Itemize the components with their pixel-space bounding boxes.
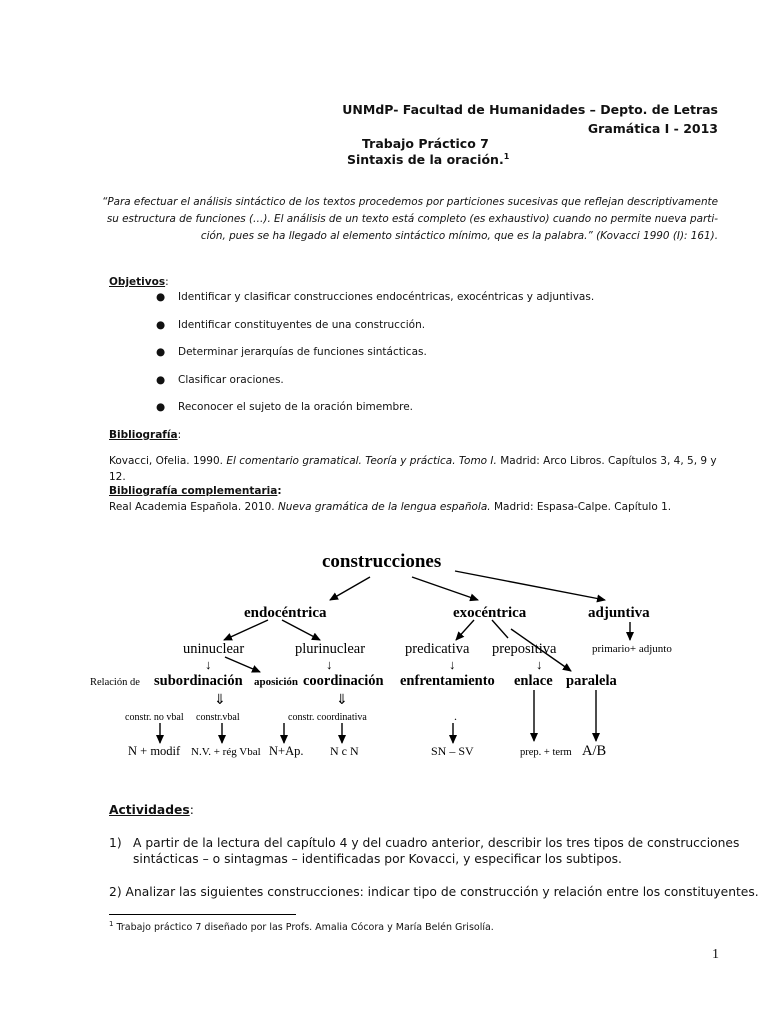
formula-a-b: A/B (582, 743, 607, 759)
tp-subtitle (347, 152, 509, 167)
comp-colon: : (277, 485, 282, 497)
activity-1-line-2: sintácticas – o sintagmas – identificadas por Kovacci, y especificar los subtipos. (133, 852, 622, 866)
activities-heading (109, 803, 194, 817)
label-constr-coordinativa: constr. coordinativa (288, 712, 367, 723)
formula-sn-sv: SN – SV (431, 744, 474, 758)
objectives-heading (109, 276, 169, 288)
footnote-mark: 1 (109, 920, 114, 928)
bullet-icon: ● (156, 401, 166, 413)
activity-2: 2) Analizar las siguientes construcciones: indicar tipo de construcción y relación entre los constituyentes. (109, 885, 759, 899)
bullet-icon: ● (156, 291, 166, 303)
bullet-icon: ● (156, 346, 166, 358)
constructions-diagram (0, 540, 768, 770)
quote-line-2: su estructura de funciones (…). El análisis de un texto está completo (es exhaustivo) cuando no permite nueva parti- (106, 213, 718, 225)
ref1-publisher: Madrid: Arco Libros. Capítulos 3, 4, 5, 9 y (496, 455, 717, 467)
node-exocentrica: exocéntrica (453, 605, 527, 621)
objective-text: Clasificar oraciones. (178, 374, 284, 386)
footnote-text: Trabajo práctico 7 diseñado por las Profs. Amalia Cócora y María Belén Grisolía. (113, 922, 494, 934)
course-line: Gramática I - 2013 (587, 121, 718, 136)
formula-n-c-n: N c N (330, 744, 359, 758)
formula-prep-term: prep. + term (520, 747, 572, 758)
bibliography-ref-1-cont: 12. (109, 471, 126, 483)
node-enlace: enlace (514, 673, 553, 689)
bullet-icon: ● (156, 374, 166, 386)
node-plurinuclear: plurinuclear (295, 641, 366, 657)
double-down-arrow-icon: ⇓ (214, 693, 226, 708)
objective-item (156, 319, 425, 331)
down-arrow-icon: ↓ (536, 657, 543, 672)
node-coordinacion: coordinación (303, 673, 384, 689)
objective-text: Identificar y clasificar construcciones endocéntricas, exocéntricas y adjuntivas. (178, 291, 595, 303)
footnote (109, 920, 494, 933)
objective-text: Reconocer el sujeto de la oración bimembre. (178, 401, 414, 413)
node-subordinacion: subordinación (154, 673, 243, 689)
node-construcciones: construcciones (322, 551, 442, 572)
objectives-colon: : (165, 276, 169, 288)
bibliography-heading (109, 429, 181, 441)
page-number: 1 (712, 947, 719, 962)
objective-text: Determinar jerarquías de funciones sintácticas. (178, 346, 427, 358)
double-down-arrow-icon: ⇓ (336, 693, 348, 708)
label-constr-vbal: constr.vbal (196, 712, 240, 723)
node-uninuclear: uninuclear (183, 641, 245, 657)
node-enfrentamiento: enfrentamiento (400, 673, 495, 689)
node-prepositiva: prepositiva (492, 641, 557, 657)
bibliography-label: Bibliografía (109, 429, 178, 441)
ref2-title: Nueva gramática de la lengua española. (277, 501, 491, 513)
tp-title: Trabajo Práctico 7 (362, 136, 489, 151)
node-predicativa: predicativa (405, 641, 470, 657)
footnote-rule (109, 914, 296, 915)
formula-nv-reg: N.V. + rég Vbal (191, 746, 261, 758)
objective-item (156, 374, 284, 386)
activity-1-line-1: A partir de la lectura del capítulo 4 y del cuadro anterior, describir los tres tipos de construcciones (133, 836, 740, 850)
node-primario-adjunto: primario+ adjunto (592, 643, 672, 655)
objective-text: Identificar constituyentes de una construcción. (178, 319, 426, 331)
node-paralela: paralela (566, 673, 617, 689)
objective-item (156, 291, 594, 303)
bibliography-comp-heading (109, 485, 282, 497)
bibliography-colon: : (177, 429, 182, 441)
quote-line-1: “Para efectuar el análisis sintáctico de los textos procedemos por particiones sucesivas que reflejan descriptivamente (101, 196, 718, 208)
activities-label: Actividades (109, 803, 190, 817)
bibliography-ref-1 (109, 455, 717, 467)
objective-item (156, 401, 413, 413)
node-adjuntiva: adjuntiva (588, 605, 650, 621)
bibliography-ref-2 (109, 501, 671, 513)
relacion-de-label: Relación de (90, 677, 140, 688)
node-endocentrica: endocéntrica (244, 605, 327, 621)
down-arrow-icon: ↓ (449, 657, 456, 672)
activity-1-number: 1) (109, 836, 122, 850)
label-constr-no-vbal: constr. no vbal (125, 712, 184, 723)
objective-item (156, 346, 427, 358)
ref2-author: Real Academia Española. 2010. (109, 501, 278, 513)
bullet-icon: ● (156, 319, 166, 331)
formula-n-ap: N+Ap. (269, 744, 304, 758)
down-arrow-icon: ↓ (326, 657, 333, 672)
institution-line: UNMdP- Facultad de Humanidades – Depto. de Letras (342, 102, 718, 117)
stray-dot: . (454, 709, 457, 723)
quote-line-3: ción, pues se ha llegado al elemento sintáctico mínimo, que es la palabra.” (Kovacci 1990 (I): 161). (200, 230, 718, 242)
subtitle-footnote-mark: 1 (503, 152, 510, 161)
node-aposicion: aposición (254, 676, 299, 688)
comp-label: Bibliografía complementaria (109, 485, 278, 497)
objectives-label: Objetivos (109, 276, 166, 288)
ref2-publisher: Madrid: Espasa-Calpe. Capítulo 1. (490, 501, 672, 513)
down-arrow-icon: ↓ (205, 657, 212, 672)
activities-colon: : (189, 803, 194, 817)
subtitle-text: Sintaxis de la oración. (347, 152, 504, 168)
formula-n-modif: N + modif (128, 744, 181, 758)
ref1-title: El comentario gramatical. Teoría y práctica. Tomo I. (226, 455, 497, 467)
ref1-author: Kovacci, Ofelia. 1990. (109, 455, 227, 467)
